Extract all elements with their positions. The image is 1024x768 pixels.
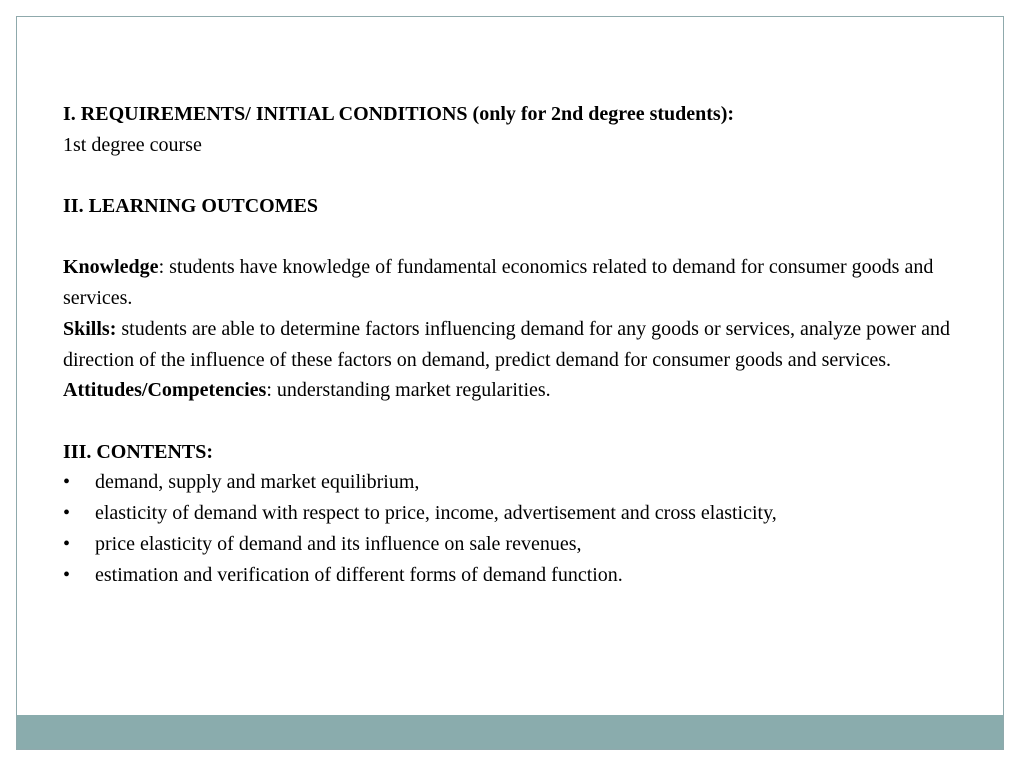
- bullet-icon: •: [63, 563, 71, 586]
- footer-bar: [17, 715, 1003, 749]
- list-item: [63, 467, 963, 498]
- list-item: [63, 498, 963, 529]
- attitudes-text: : understanding market regularities.: [266, 379, 551, 402]
- skills-paragraph: [63, 314, 963, 375]
- slide: [16, 16, 1004, 750]
- bullet-icon: •: [63, 471, 71, 494]
- knowledge-paragraph: [63, 252, 963, 313]
- list-item: [63, 529, 963, 560]
- spacer: [63, 160, 963, 191]
- bullet-icon: •: [63, 502, 71, 525]
- list-item: [63, 560, 963, 591]
- attitudes-paragraph: [63, 375, 963, 406]
- attitudes-label: Attitudes/Competencies: [63, 379, 267, 402]
- bullet-icon: •: [63, 532, 71, 555]
- list-item-text: elasticity of demand with respect to price, income, advertisement and cross elasticity,: [95, 502, 777, 525]
- knowledge-label: Knowledge: [63, 256, 159, 279]
- requirements-heading: I. REQUIREMENTS/ INITIAL CONDITIONS (only for 2nd degree students):: [63, 103, 735, 125]
- learning-outcomes-heading: II. LEARNING OUTCOMES: [63, 195, 319, 218]
- list-item-text: demand, supply and market equilibrium,: [95, 471, 420, 494]
- list-item-text: price elasticity of demand and its influence on sale revenues,: [95, 532, 582, 555]
- spacer: [63, 406, 963, 437]
- knowledge-text: : students have knowledge of fundamental economics related to demand for consumer goods and services.: [63, 256, 934, 310]
- list-item-text: estimation and verification of different forms of demand function.: [95, 563, 623, 586]
- spacer: [63, 222, 963, 253]
- slide-content: [63, 99, 963, 590]
- skills-label: Skills:: [63, 317, 117, 340]
- contents-list: [63, 467, 963, 590]
- requirements-text: 1st degree course: [63, 133, 202, 156]
- contents-heading: III. CONTENTS:: [63, 440, 214, 463]
- skills-text: students are able to determine factors influencing demand for any goods or services, analyze power and direction of the influence of these factors on demand, predict demand for consumer goods and services.: [63, 317, 950, 371]
